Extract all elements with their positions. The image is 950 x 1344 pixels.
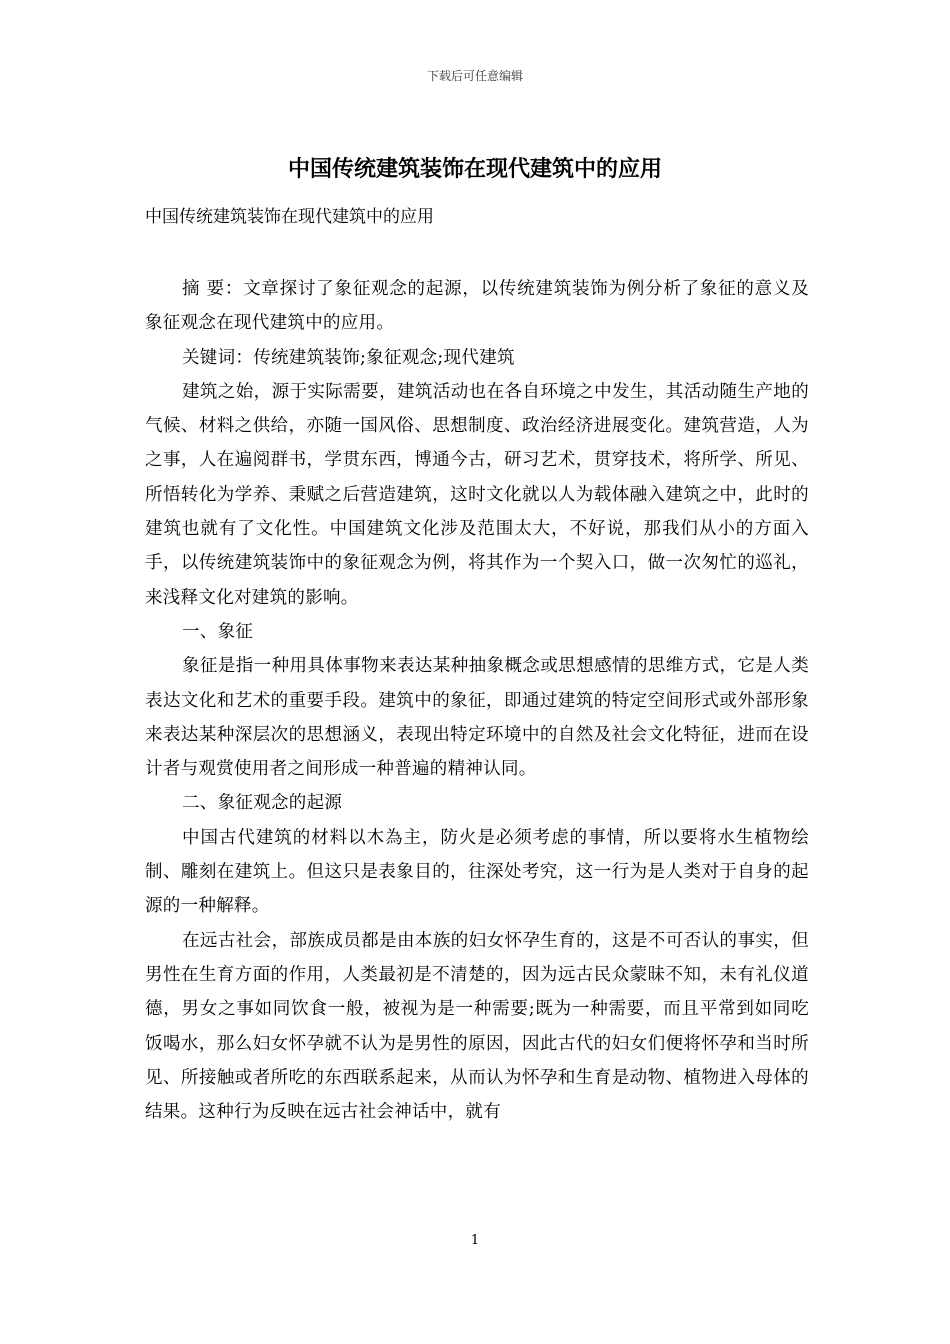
body-paragraph: 象征是指一种用具体事物来表达某种抽象概念或思想感情的思维方式，它是人类表达文化和艺术的重要手段。建筑中的象征，即通过建筑的特定空间形式或外部形象来表达某种深层次的思想涵义，表现出特定环境中的自然及社会文化特征，进而在设计者与观赏使用者之间形成一种普遍的精神认同。 bbox=[145, 656, 809, 780]
document-title: 中国传统建筑装饰在现代建筑中的应用 bbox=[287, 156, 662, 182]
section-heading: 二、象征观念的起源 bbox=[182, 793, 343, 814]
body-paragraph: 中国古代建筑的材料以木為主，防火是必须考虑的事情，所以要将水生植物绘制、雕刻在建筑上。但这只是表象目的，往深处考究，这一行为是人类对于自身的起源的一种解释。 bbox=[145, 827, 809, 917]
abstract-paragraph: 摘 要：文章探讨了象征观念的起源，以传统建筑装饰为例分析了象征的意义及象征观念在现代建筑中的应用。 bbox=[145, 279, 809, 334]
body-paragraph: 在远古社会，部族成员都是由本族的妇女怀孕生育的，这是不可否认的事实，但男性在生育方面的作用，人类最初是不清楚的，因为远古民众蒙昧不知，未有礼仪道德，男女之事如同饮食一般，被视为是一种需要;既为一种需要，而且平常到如同吃饭喝水，那么妇女怀孕就不认为是男性的原因，因此古代的妇女们便将怀孕和当时所见、所接触或者所吃的东西联系起来，从而认为怀孕和生育是动物、植物进入母体的结果。这种行为反映在远古社会神话中，就有 bbox=[145, 930, 809, 1123]
section-heading: 一、象征 bbox=[182, 621, 254, 642]
body-paragraph: 建筑之始，源于实际需要，建筑活动也在各自环境之中发生，其活动随生产地的气候、材料之供给，亦随一国风俗、思想制度、政治经济进展变化。建筑营造，人为之事，人在遍阅群书，学贯东西，博通今古，研习艺术，贯穿技术，将所学、所见、所悟转化为学养、秉赋之后营造建筑，这时文化就以人为载体融入建筑之中，此时的建筑也就有了文化性。中国建筑文化涉及范围太大，不好说，那我们从小的方面入手，以传统建筑装饰中的象征观念为例，将其作为一个契入口，做一次匆忙的巡礼，来浅释文化对建筑的影响。 bbox=[145, 381, 809, 608]
header-note: 下载后可任意编辑 bbox=[426, 69, 523, 83]
document-subtitle: 中国传统建筑装饰在现代建筑中的应用 bbox=[145, 207, 434, 227]
keywords-paragraph: 关键词：传统建筑装饰;象征观念;现代建筑 bbox=[182, 347, 515, 368]
document-body bbox=[145, 272, 809, 1129]
page-number: 1 bbox=[470, 1233, 480, 1248]
